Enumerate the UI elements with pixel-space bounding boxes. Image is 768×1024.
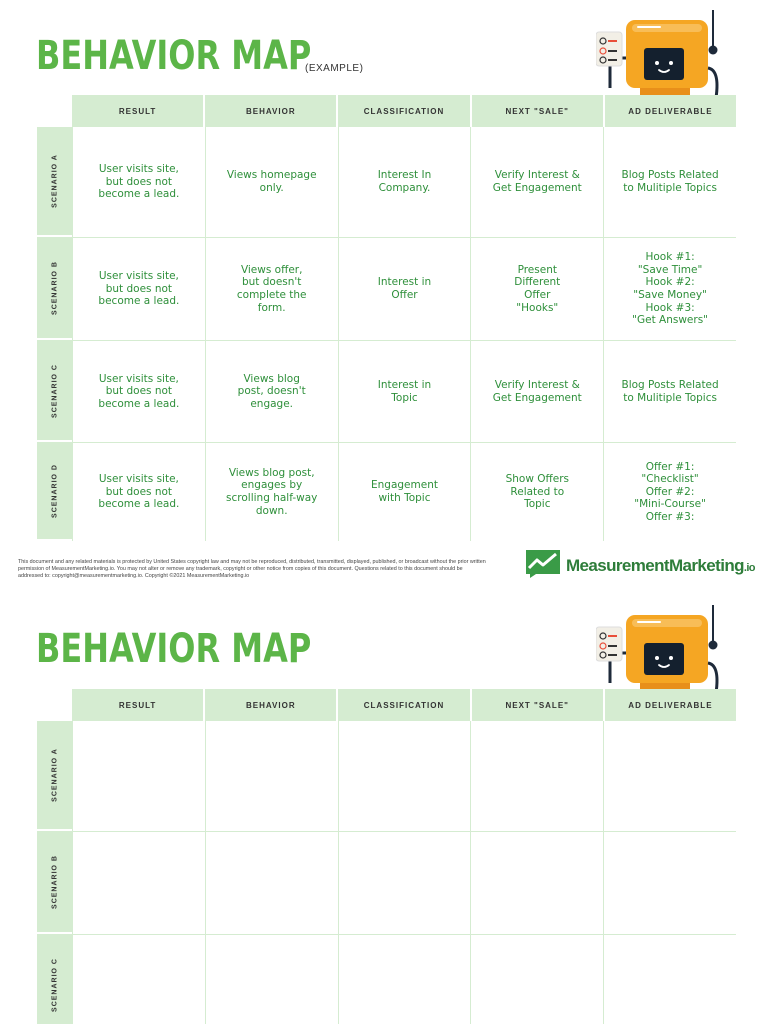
row-label-scenario-a: SCENARIO A <box>51 748 58 802</box>
column-header-next-sale: NEXT "SALE" <box>472 689 605 721</box>
cell-classification[interactable] <box>338 832 471 934</box>
row-label-scenario-a: SCENARIO A <box>51 154 58 208</box>
cell-ad-deliverable: Offer #1: "Checklist" Offer #2: "Mini-Course" Offer #3: <box>603 443 736 541</box>
page-title: BEHAVIOR MAP <box>36 33 312 79</box>
logo-tld: .io <box>743 562 755 574</box>
cell-behavior[interactable] <box>205 935 338 1024</box>
cell-behavior[interactable] <box>205 832 338 934</box>
robot-mascot-icon <box>596 603 726 695</box>
row-header <box>37 832 72 934</box>
cell-result: User visits site, but does not become a lead. <box>72 341 205 442</box>
page-title: BEHAVIOR MAP <box>36 626 312 672</box>
table-row <box>37 721 736 832</box>
row-label-scenario-c: SCENARIO C <box>51 958 58 1012</box>
cell-behavior: Views blog post, engages by scrolling half-way down. <box>205 443 338 541</box>
table-row <box>37 443 736 541</box>
cell-classification[interactable] <box>338 935 471 1024</box>
column-header-behavior: BEHAVIOR <box>205 689 338 721</box>
column-header-classification: CLASSIFICATION <box>338 95 471 127</box>
cell-ad-deliverable[interactable] <box>603 832 736 934</box>
logo-wordmark <box>566 556 755 576</box>
cell-next-sale: Verify Interest & Get Engagement <box>470 341 603 442</box>
behavior-map-table <box>37 127 736 541</box>
worksheet-page-blank <box>0 595 768 1024</box>
cell-result: User visits site, but does not become a lead. <box>72 127 205 237</box>
robot-mascot-icon <box>596 8 726 100</box>
copyright-notice: This document and any related materials is protected by United States copyright law and may not be reproduced, distributed, transmitted, displayed, published, or broadcast without the prior written permission of MeasurementMarketing.io. You may not alter or remove any trademark, copyright or other notice from copies of this document. Questions related to this document should be addressed to: copyright@measurementmarketing.io. Copyright ©2021 MeasurementMarketing.io <box>18 559 486 579</box>
cell-next-sale: Present Different Offer "Hooks" <box>470 238 603 340</box>
cell-behavior[interactable] <box>205 721 338 831</box>
cell-result: User visits site, but does not become a lead. <box>72 443 205 541</box>
table-row <box>37 935 736 1024</box>
table-row <box>37 832 736 935</box>
cell-next-sale[interactable] <box>470 832 603 934</box>
column-header-next-sale: NEXT "SALE" <box>472 95 605 127</box>
cell-ad-deliverable[interactable] <box>603 721 736 831</box>
row-label-scenario-b: SCENARIO B <box>51 855 58 909</box>
cell-next-sale: Show Offers Related to Topic <box>470 443 603 541</box>
row-header <box>37 443 72 541</box>
page-subtitle: (EXAMPLE) <box>305 63 364 74</box>
cell-next-sale[interactable] <box>470 721 603 831</box>
cell-result[interactable] <box>72 935 205 1024</box>
logo-name: MeasurementMarketing <box>566 556 744 575</box>
row-header <box>37 935 72 1024</box>
row-label-scenario-d: SCENARIO D <box>51 464 58 518</box>
column-header-result: RESULT <box>72 95 205 127</box>
cell-classification: Interest in Topic <box>338 341 471 442</box>
measurement-marketing-logo-icon <box>526 550 562 582</box>
cell-classification[interactable] <box>338 721 471 831</box>
cell-classification: Interest In Company. <box>338 127 471 237</box>
row-header <box>37 127 72 237</box>
cell-next-sale: Verify Interest & Get Engagement <box>470 127 603 237</box>
row-label-scenario-c: SCENARIO C <box>51 363 58 418</box>
row-header <box>37 341 72 442</box>
table-row <box>37 238 736 341</box>
cell-behavior: Views homepage only. <box>205 127 338 237</box>
column-header-classification: CLASSIFICATION <box>338 689 471 721</box>
row-header <box>37 721 72 831</box>
cell-result[interactable] <box>72 832 205 934</box>
brand-logo <box>526 550 755 582</box>
column-header-behavior: BEHAVIOR <box>205 95 338 127</box>
column-header-ad-deliverable: AD DELIVERABLE <box>605 95 736 127</box>
cell-result[interactable] <box>72 721 205 831</box>
row-header <box>37 238 72 340</box>
column-headers <box>72 689 736 721</box>
cell-behavior: Views offer, but doesn't complete the form. <box>205 238 338 340</box>
column-header-ad-deliverable: AD DELIVERABLE <box>605 689 736 721</box>
row-label-scenario-b: SCENARIO B <box>51 261 58 315</box>
cell-next-sale[interactable] <box>470 935 603 1024</box>
behavior-map-table <box>37 721 736 1024</box>
cell-result: User visits site, but does not become a lead. <box>72 238 205 340</box>
cell-ad-deliverable[interactable] <box>603 935 736 1024</box>
column-header-result: RESULT <box>72 689 205 721</box>
cell-behavior: Views blog post, doesn't engage. <box>205 341 338 442</box>
cell-ad-deliverable: Blog Posts Related to Mulitiple Topics <box>603 127 736 237</box>
table-row <box>37 127 736 238</box>
cell-ad-deliverable: Hook #1: "Save Time" Hook #2: "Save Money" Hook #3: "Get Answers" <box>603 238 736 340</box>
column-headers <box>72 95 736 127</box>
cell-ad-deliverable: Blog Posts Related to Mulitiple Topics <box>603 341 736 442</box>
cell-classification: Engagement with Topic <box>338 443 471 541</box>
table-row <box>37 341 736 443</box>
cell-classification: Interest in Offer <box>338 238 471 340</box>
